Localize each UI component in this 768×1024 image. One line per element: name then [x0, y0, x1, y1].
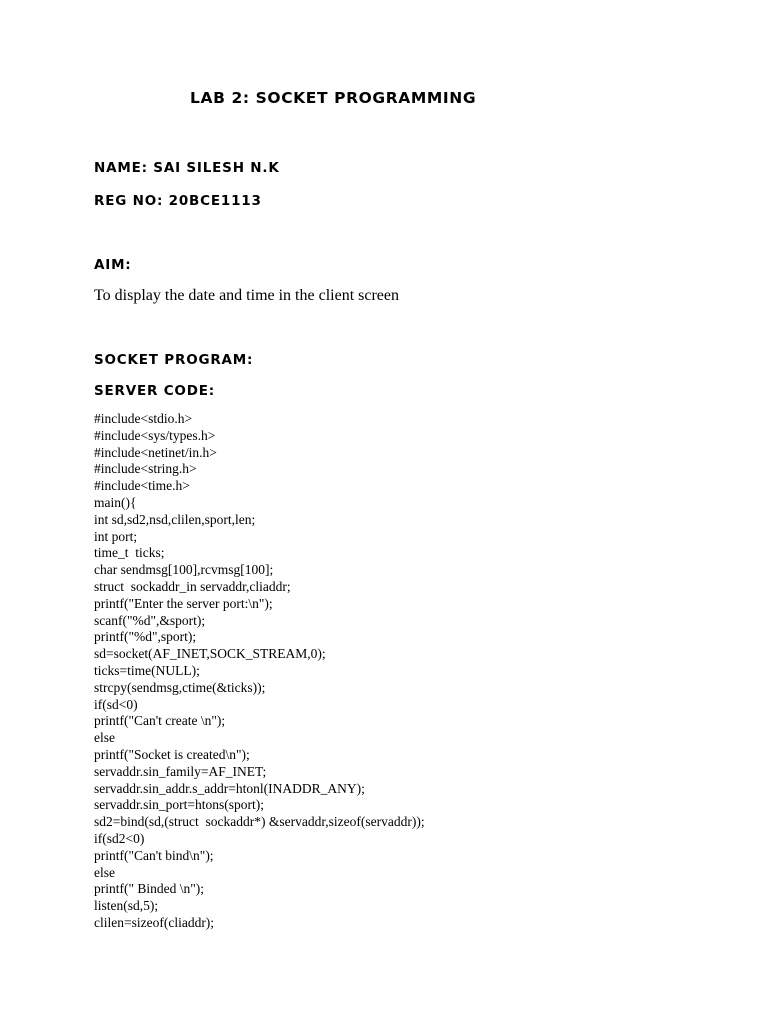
- code-line: printf("Enter the server port:\n");: [94, 595, 273, 611]
- registration-number: REG NO: 20BCE1113: [94, 193, 262, 209]
- code-line: #include<sys/types.h>: [94, 427, 216, 443]
- code-line: sd2=bind(sd,(struct sockaddr*) &servaddr,sizeof(servaddr));: [94, 814, 425, 830]
- code-line: time_t ticks;: [94, 545, 165, 561]
- code-line: servaddr.sin_addr.s_addr=htonl(INADDR_ANY);: [94, 780, 365, 796]
- code-line: if(sd<0): [94, 696, 138, 712]
- code-line: printf("Can't bind\n");: [94, 847, 214, 863]
- code-line: printf(" Binded \n");: [94, 881, 205, 897]
- code-line: listen(sd,5);: [94, 898, 159, 914]
- code-line: sd=socket(AF_INET,SOCK_STREAM,0);: [94, 646, 326, 662]
- code-line: clilen=sizeof(cliaddr);: [94, 914, 215, 930]
- server-code-block: [94, 411, 425, 932]
- code-line: struct sockaddr_in servaddr,cliaddr;: [94, 578, 291, 594]
- code-line: #include<netinet/in.h>: [94, 444, 217, 460]
- code-line: int port;: [94, 528, 138, 544]
- code-line: scanf("%d",&sport);: [94, 612, 206, 628]
- student-name: NAME: SAI SILESH N.K: [94, 160, 280, 176]
- code-line: else: [94, 730, 115, 746]
- code-line: printf("%d",sport);: [94, 629, 197, 645]
- code-line: else: [94, 864, 115, 880]
- code-line: ticks=time(NULL);: [94, 662, 200, 678]
- code-line: if(sd2<0): [94, 830, 145, 846]
- code-line: servaddr.sin_port=htons(sport);: [94, 797, 264, 813]
- code-line: char sendmsg[100],rcvmsg[100];: [94, 562, 274, 578]
- code-line: servaddr.sin_family=AF_INET;: [94, 763, 267, 779]
- aim-text: To display the date and time in the client screen: [94, 287, 399, 304]
- code-line: printf("Can't create \n");: [94, 713, 226, 729]
- socket-program-heading: SOCKET PROGRAM:: [94, 352, 254, 368]
- code-line: #include<stdio.h>: [94, 411, 193, 426]
- server-code-heading: SERVER CODE:: [94, 383, 215, 399]
- page-title: LAB 2: SOCKET PROGRAMMING: [190, 89, 477, 107]
- code-line: #include<time.h>: [94, 478, 190, 494]
- code-line: #include<string.h>: [94, 461, 197, 477]
- code-line: strcpy(sendmsg,ctime(&ticks));: [94, 679, 266, 695]
- code-line: main(){: [94, 494, 137, 510]
- code-line: printf("Socket is created\n");: [94, 746, 250, 762]
- aim-heading: AIM:: [94, 257, 132, 273]
- code-line: int sd,sd2,nsd,clilen,sport,len;: [94, 511, 256, 527]
